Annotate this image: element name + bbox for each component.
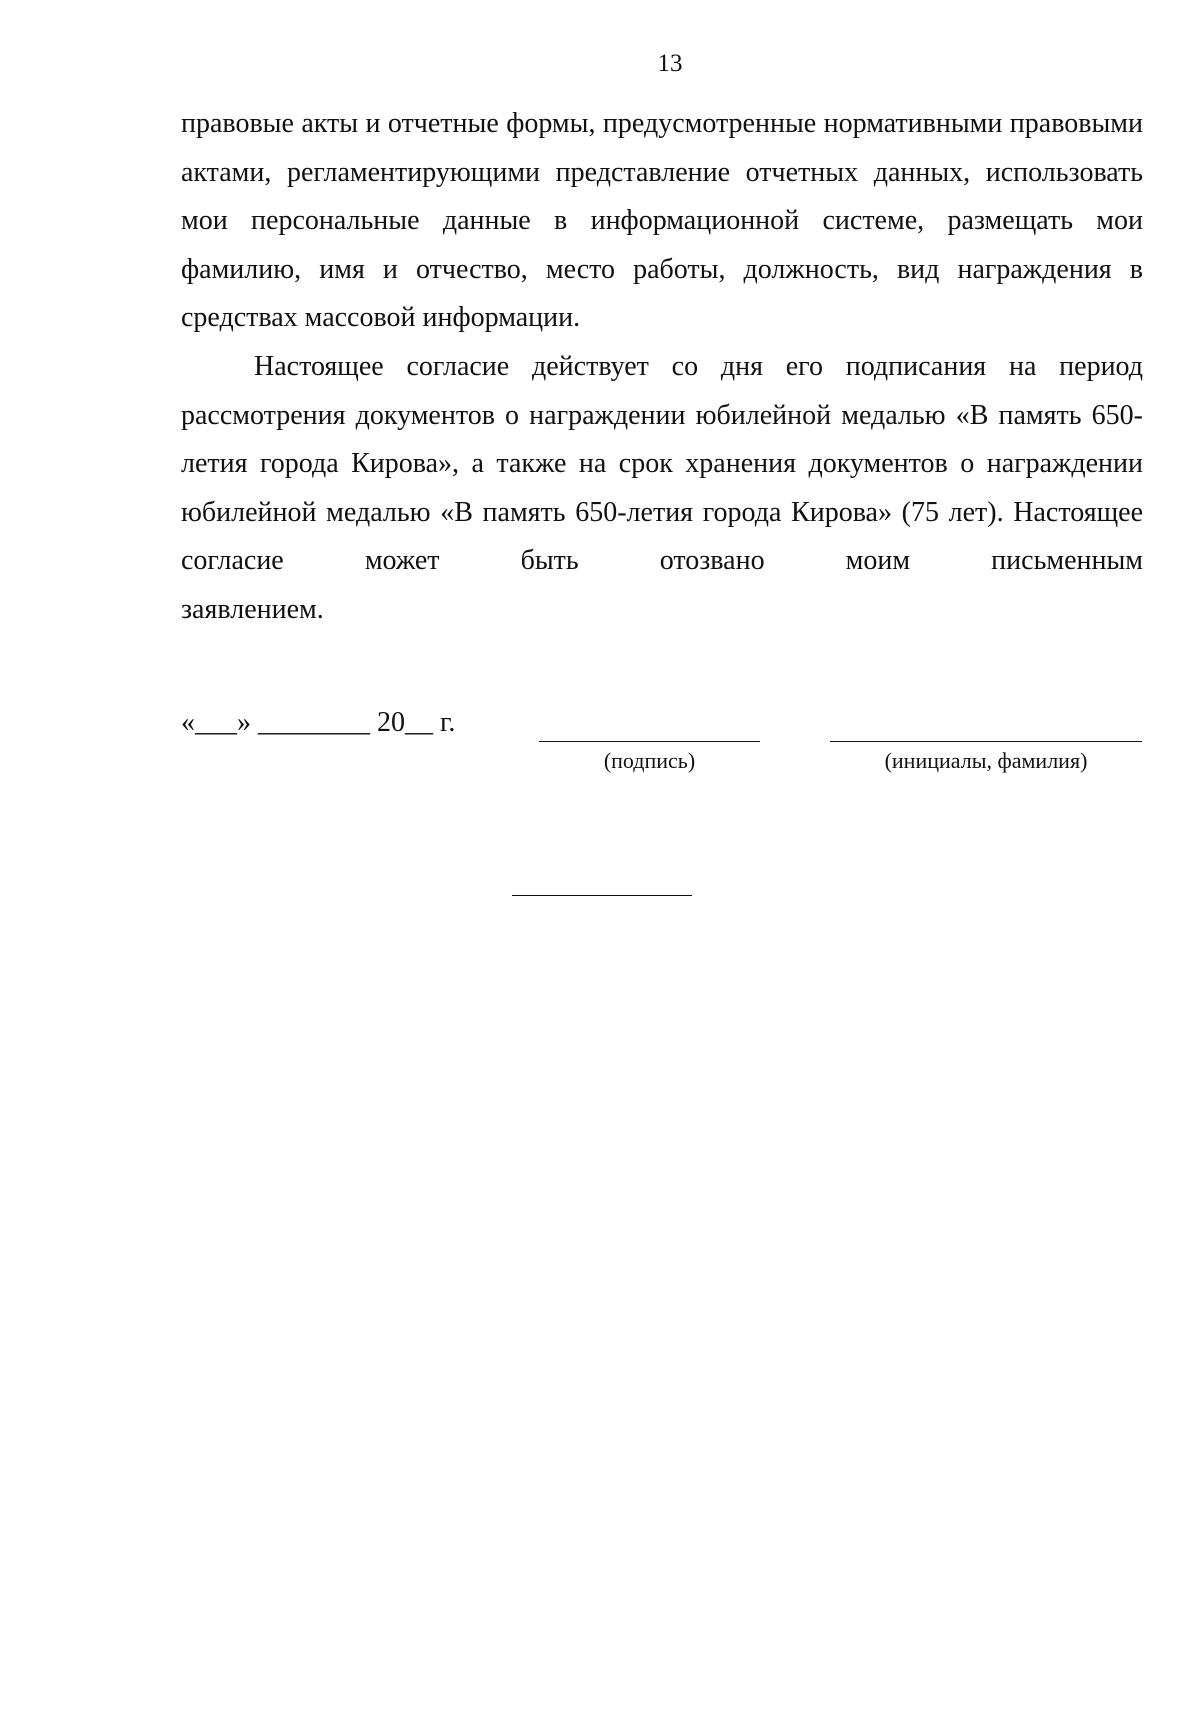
paragraph-consent-scope: правовые акты и отчетные формы, предусмотренные нормативными правовыми актами, регламентирующими представление отчетных данных, использовать мои персональные данные в информационной системе, размещать мои фамилию, имя и отчество, место работы, должность, вид награждения в bbox=[181, 108, 1143, 285]
paragraph-consent-duration-last-line: заявлением. bbox=[181, 594, 324, 625]
page-number: 13 bbox=[657, 50, 683, 77]
name-line bbox=[830, 741, 1142, 742]
signature-caption: (подпись) bbox=[603, 748, 696, 773]
signature-line bbox=[539, 741, 760, 742]
date-field: «___» ________ 20__ г. bbox=[181, 707, 456, 738]
paragraph-consent-scope-last-line: средствах массовой информации. bbox=[181, 302, 581, 333]
paragraph-consent-duration: Настоящее согласие действует со дня его подписания на период рассмотрения документов о награждении юбилейной медалью «В память 650-летия города Кирова», а также на срок хранения документов о награждении юбилейной медалью «В память 650-летия города Кирова» (75 лет). Настоящее согласие может быть отозвано моим письменным bbox=[181, 351, 1143, 577]
name-caption: (инициалы, фамилия) bbox=[884, 748, 1088, 773]
end-divider bbox=[512, 895, 692, 896]
